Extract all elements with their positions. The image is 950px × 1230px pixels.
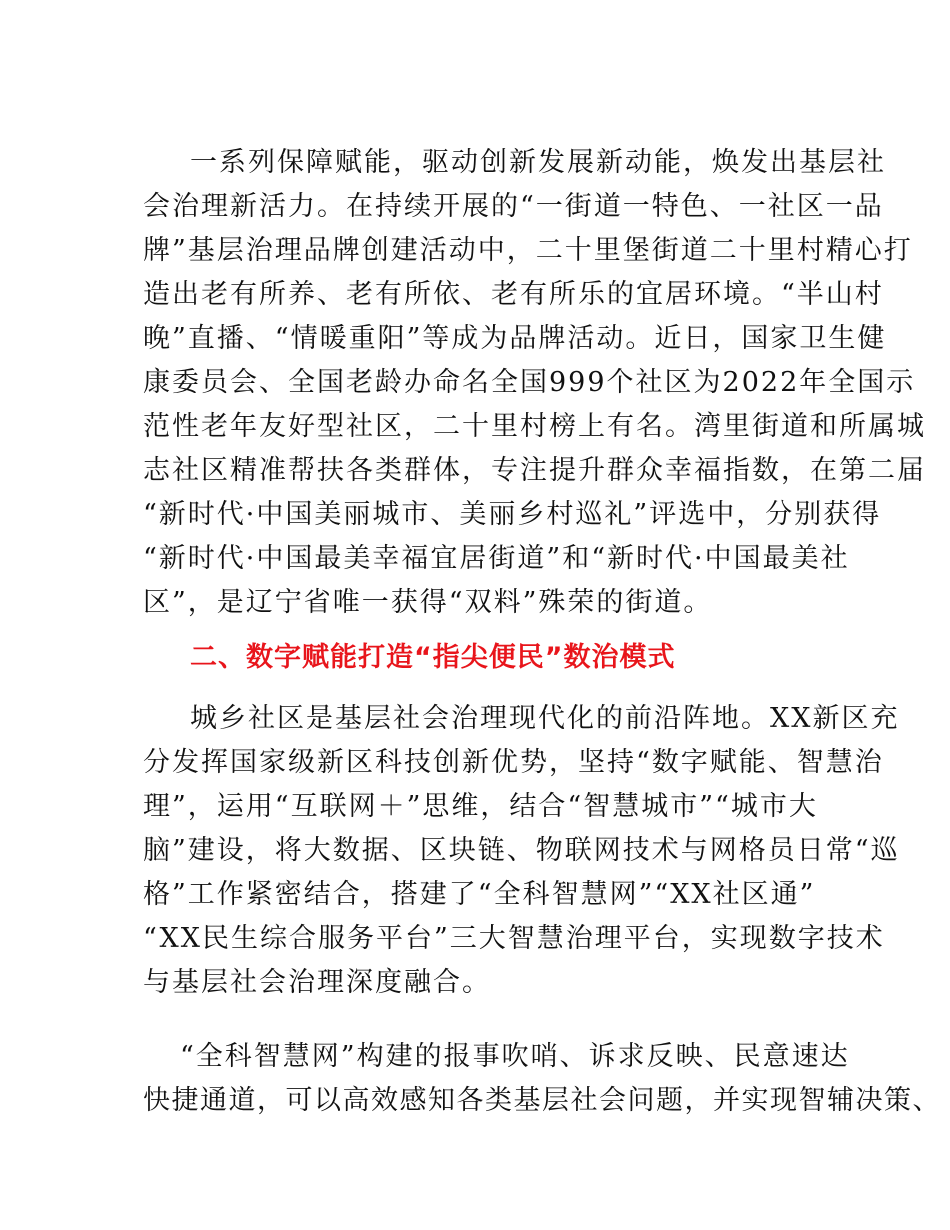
paragraph-2-line: 城乡社区是基层社会治理现代化的前沿阵地。XX新区充 — [190, 703, 900, 734]
paragraph-1-line: 范性老年友好型社区，二十里村榜上有名。湾里街道和所属城 — [143, 411, 926, 442]
paragraph-1-line: 牌”基层治理品牌创建活动中，二十里堡街道二十里村精心打 — [143, 235, 913, 266]
paragraph-2-line: “XX民生综合服务平台”三大智慧治理平台，实现数字技术 — [143, 923, 885, 954]
paragraph-1-line: 造出老有所养、老有所依、老有所乐的宜居环境。“半山村 — [143, 279, 884, 310]
paragraph-1-line: 一系列保障赋能，驱动创新发展新动能，焕发出基层社 — [190, 147, 886, 178]
paragraph-2-line: 格”工作紧密结合，搭建了“全科智慧网”“XX社区通” — [143, 879, 816, 910]
paragraph-1-line: “新时代·中国最美幸福宜居街道”和“新时代·中国最美社 — [143, 543, 850, 574]
paragraph-2-line: 理”，运用“互联网＋”思维，结合“智慧城市”“城市大 — [143, 791, 818, 822]
paragraph-2-line: 脑”建设，将大数据、区块链、物联网技术与网格员日常“巡 — [143, 835, 900, 866]
paragraph-1-line: “新时代·中国美丽城市、美丽乡村巡礼”评选中，分别获得 — [143, 499, 882, 530]
paragraph-1-line: 区”，是辽宁省唯一获得“双料”殊荣的街道。 — [143, 587, 713, 618]
paragraph-2-line: 与基层社会治理深度融合。 — [143, 967, 491, 998]
section-heading: 二、数字赋能打造“指尖便民”数治模式 — [190, 642, 676, 673]
paragraph-2-line: 分发挥国家级新区科技创新优势，坚持“数字赋能、智慧治 — [143, 747, 884, 778]
paragraph-1-line: 志社区精准帮扶各类群体，专注提升群众幸福指数，在第二届 — [143, 455, 926, 486]
paragraph-3-line: “全科智慧网”构建的报事吹哨、诉求反映、民意速达 — [180, 1041, 850, 1072]
paragraph-1-line: 晚”直播、“情暖重阳”等成为品牌活动。近日，国家卫生健 — [143, 323, 887, 354]
paragraph-1-line: 康委员会、全国老龄办命名全国999个社区为2022年全国示 — [143, 367, 916, 398]
paragraph-1-line: 会治理新活力。在持续开展的“一街道一特色、一社区一品 — [143, 191, 884, 222]
paragraph-3-line: 快捷通道，可以高效感知各类基层社会问题，并实现智辅决策、 — [143, 1085, 941, 1116]
